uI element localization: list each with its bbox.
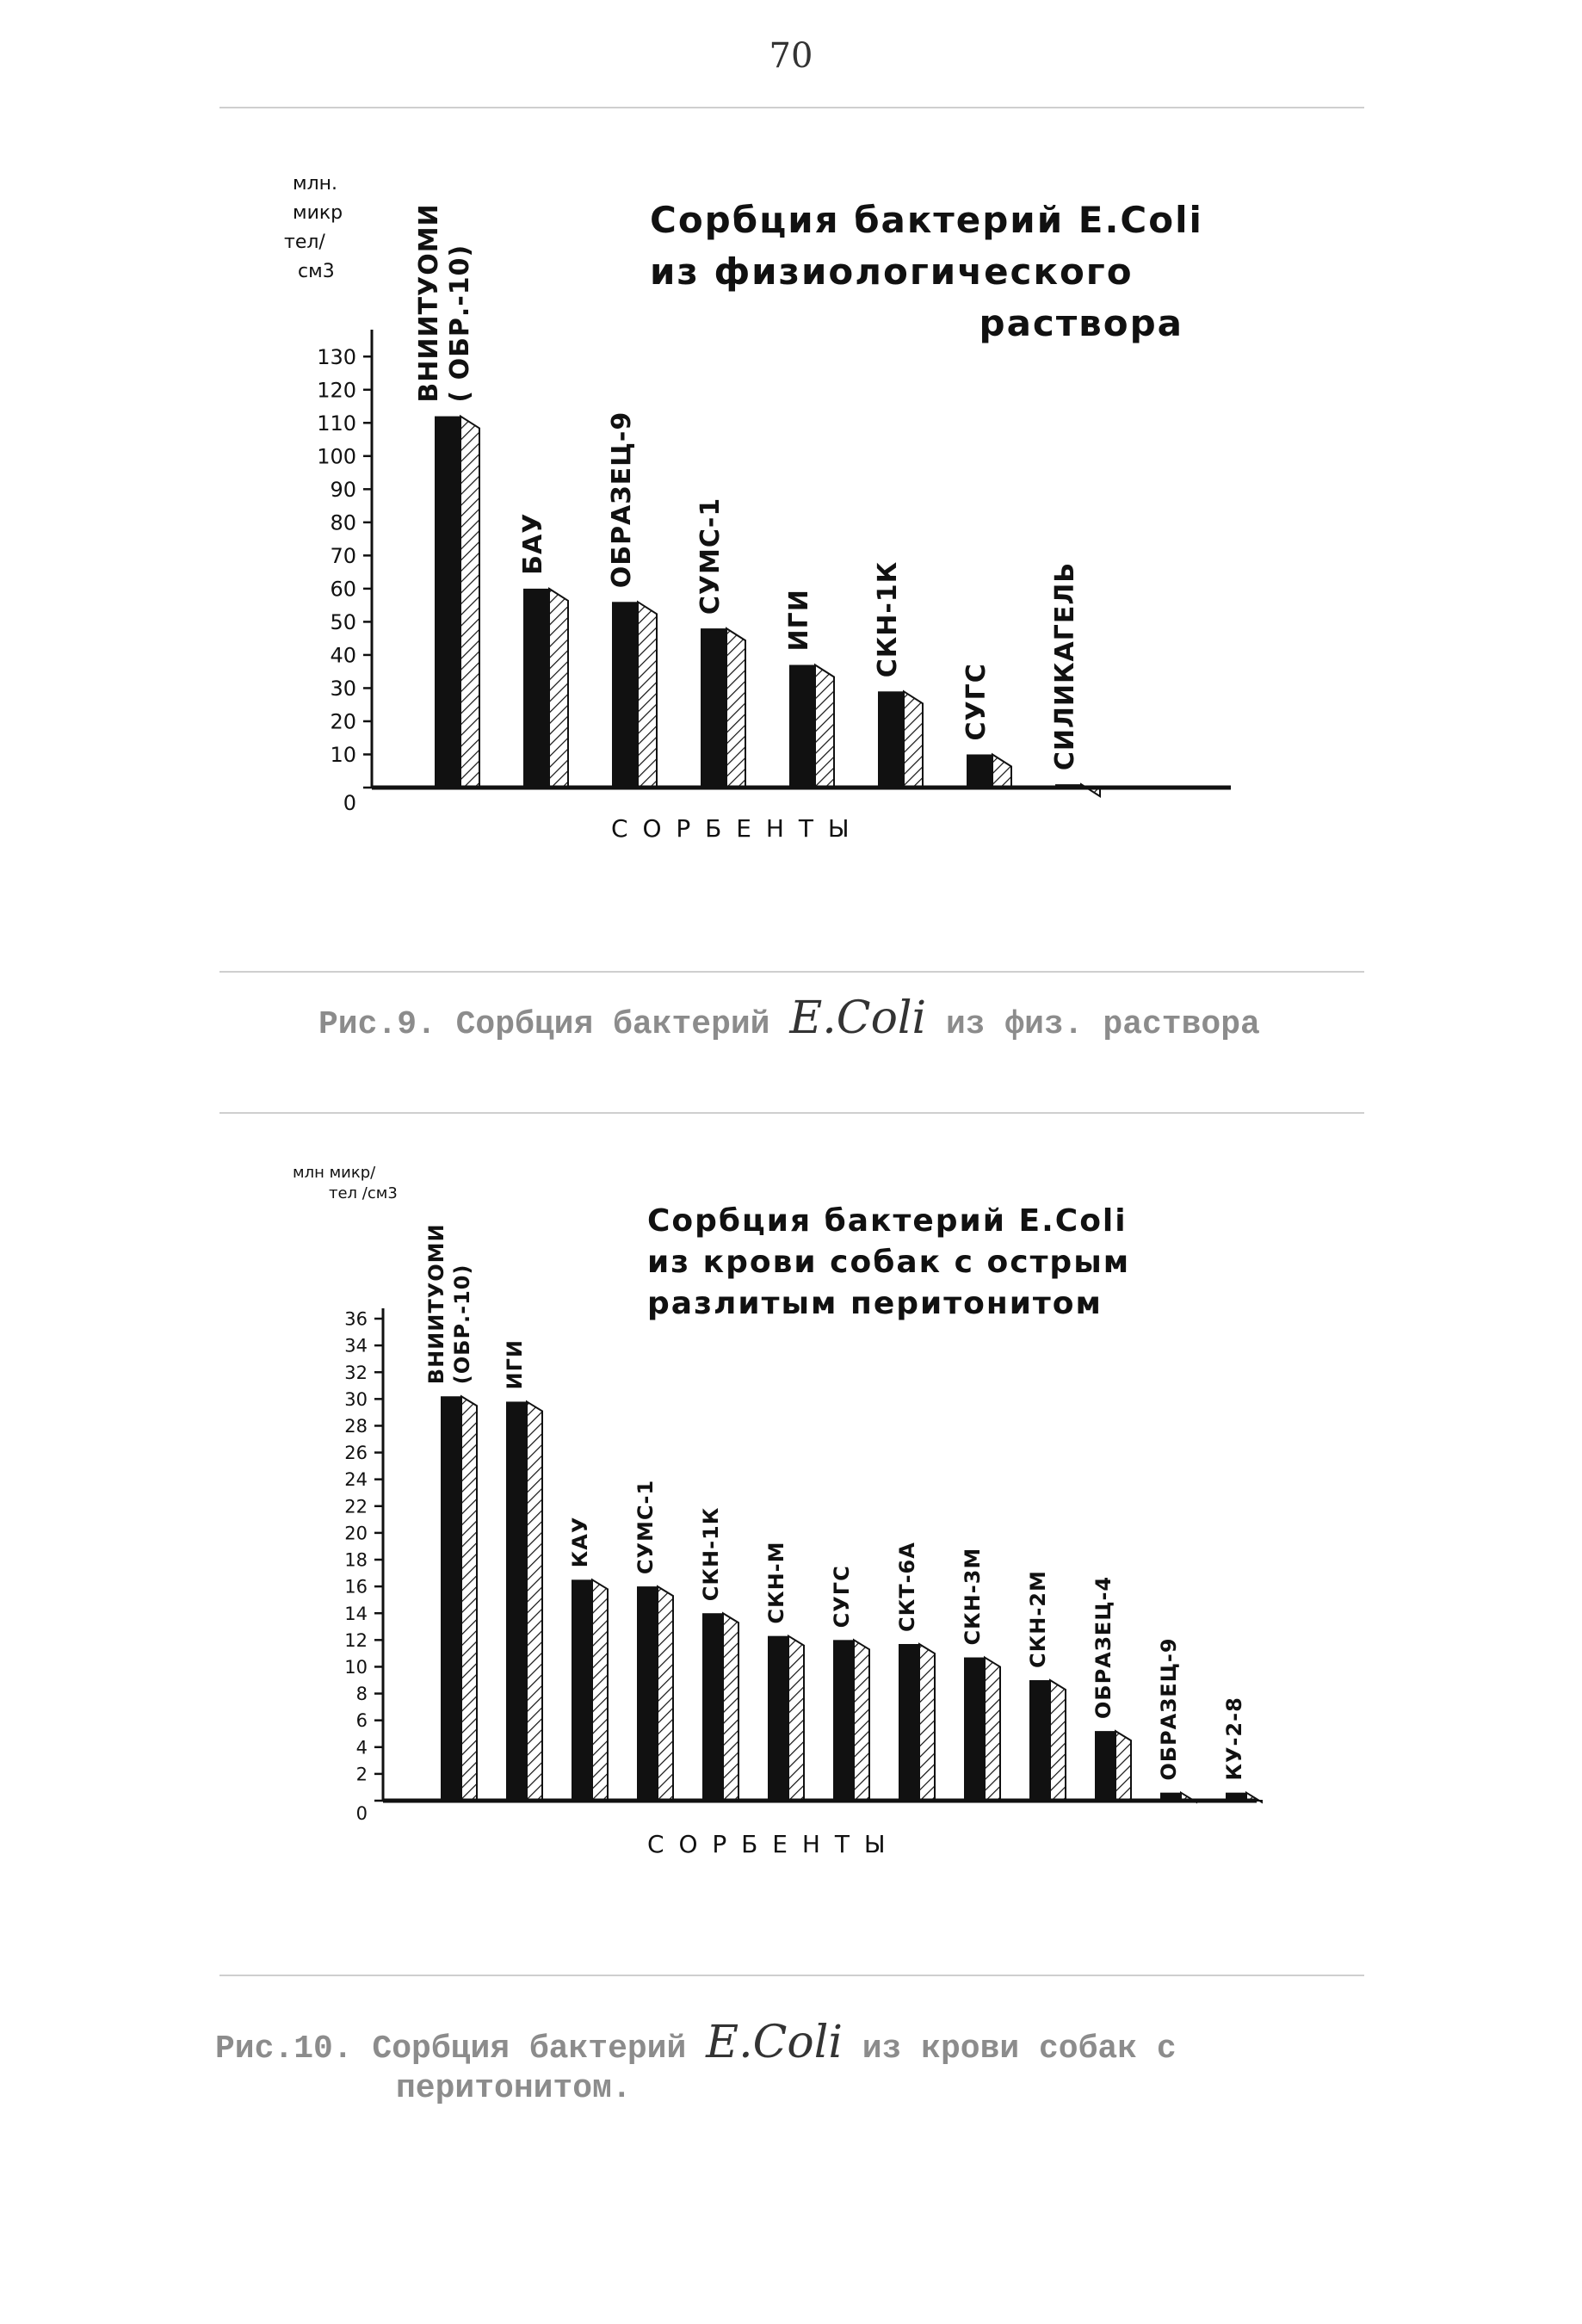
y-tick-label: 100 bbox=[317, 444, 356, 469]
bar bbox=[899, 1644, 919, 1801]
bar-label: КУ-2-8 bbox=[1222, 1697, 1246, 1781]
y-tick-label: 30 bbox=[330, 677, 356, 702]
bar-label: СКН-2М bbox=[1026, 1570, 1050, 1668]
divider bbox=[219, 971, 1364, 973]
bar bbox=[768, 1636, 788, 1801]
bar-label: ОБРАЗЕЦ-9 bbox=[1157, 1637, 1181, 1781]
bar bbox=[441, 1396, 461, 1801]
bar bbox=[435, 417, 460, 788]
bar-shadow bbox=[658, 1586, 673, 1801]
bar-label: ВНИИТУОМИ bbox=[414, 203, 444, 403]
bar bbox=[702, 1613, 723, 1801]
bar-label: ОБРАЗЕЦ-4 bbox=[1091, 1575, 1115, 1720]
bar-label: КАУ bbox=[568, 1516, 592, 1568]
chart-sorption-saline bbox=[0, 155, 1582, 895]
bar-shadow bbox=[854, 1640, 869, 1801]
chart-sorption-blood bbox=[0, 1153, 1582, 1868]
bar-label: СУМС-1 bbox=[695, 497, 726, 615]
caption-10-organism: E.Coli bbox=[706, 2017, 843, 2068]
bar-label: СУГС bbox=[961, 663, 992, 741]
caption-10-prefix: Рис.10. Сорбция бактерий bbox=[215, 2030, 687, 2067]
caption-10-line2: перитонитом. bbox=[396, 2070, 632, 2107]
bar bbox=[1095, 1731, 1115, 1801]
bar-shadow bbox=[985, 1658, 1000, 1801]
bar-shadow bbox=[549, 589, 568, 788]
y-tick-label: 32 bbox=[344, 1362, 368, 1383]
y-tick-label: 20 bbox=[330, 709, 356, 734]
bar bbox=[637, 1586, 658, 1801]
divider bbox=[219, 1975, 1364, 1976]
bar-shadow bbox=[723, 1613, 738, 1801]
bar bbox=[789, 664, 815, 788]
y-tick-label: 10 bbox=[344, 1657, 368, 1678]
y-tick-label: 0 bbox=[355, 1803, 368, 1824]
y-tick-label: 12 bbox=[344, 1629, 368, 1651]
bar bbox=[572, 1579, 592, 1801]
bar-shadow bbox=[904, 691, 923, 788]
y-tick-label: 130 bbox=[317, 344, 356, 369]
bar-shadow bbox=[992, 754, 1011, 788]
bar bbox=[1029, 1680, 1050, 1801]
chart-title: раствора bbox=[979, 302, 1183, 344]
y-tick-label: 30 bbox=[344, 1388, 368, 1410]
bar bbox=[967, 754, 992, 788]
bar-shadow bbox=[919, 1644, 935, 1801]
bar-shadow bbox=[1115, 1731, 1131, 1801]
divider bbox=[219, 1112, 1364, 1114]
bar-shadow bbox=[1181, 1793, 1196, 1802]
bar-label: СКТ-6А bbox=[895, 1542, 919, 1632]
bar bbox=[1226, 1793, 1246, 1801]
bar-shadow bbox=[1050, 1680, 1066, 1801]
chart-title: Сорбция бактерий E.Coli bbox=[650, 199, 1203, 241]
page-number: 70 bbox=[769, 36, 813, 76]
y-tick-label: 26 bbox=[344, 1443, 368, 1464]
y-tick-label: 8 bbox=[355, 1684, 368, 1705]
chart-title: разлитым перитонитом bbox=[647, 1286, 1103, 1321]
bar-label: БАУ bbox=[518, 512, 548, 575]
y-axis-label: см3 bbox=[298, 261, 335, 282]
bar bbox=[612, 602, 638, 788]
caption-10-suffix: из крови собак с bbox=[862, 2030, 1177, 2067]
bar-label: СКН-1К bbox=[873, 560, 903, 678]
bar-shadow bbox=[592, 1579, 608, 1801]
figure-caption-9 bbox=[318, 992, 1260, 1045]
y-axis-label: млн микр/ bbox=[293, 1164, 376, 1182]
y-tick-label: 18 bbox=[344, 1549, 368, 1571]
bar-label: ИГИ bbox=[784, 589, 814, 652]
figure-caption-10 bbox=[215, 2017, 1177, 2109]
caption-9-prefix: Рис.9. Сорбция бактерий bbox=[318, 1006, 770, 1043]
y-tick-label: 90 bbox=[330, 477, 356, 502]
y-tick-label: 22 bbox=[344, 1496, 368, 1517]
bar bbox=[523, 589, 549, 788]
bar bbox=[878, 691, 904, 788]
y-axis-label: тел/ bbox=[284, 232, 325, 253]
y-tick-label: 2 bbox=[355, 1764, 368, 1785]
y-axis-label: млн. bbox=[293, 173, 338, 195]
bar-shadow bbox=[726, 628, 745, 788]
bar-shadow bbox=[1246, 1793, 1262, 1802]
bar-label: СИЛИКАГЕЛЬ bbox=[1050, 561, 1080, 771]
chart-title: из крови собак с острым bbox=[647, 1245, 1131, 1280]
y-tick-label: 110 bbox=[317, 411, 356, 436]
bar-label: СУГС bbox=[830, 1565, 854, 1629]
y-tick-label: 36 bbox=[344, 1308, 368, 1330]
bar-shadow bbox=[527, 1401, 542, 1801]
bar-label: (ОБР.-10) bbox=[450, 1264, 474, 1385]
y-tick-label: 16 bbox=[344, 1576, 368, 1598]
chart-title: Сорбция бактерий E.Coli bbox=[647, 1203, 1128, 1239]
bar-label: СКН-М bbox=[764, 1541, 788, 1624]
y-tick-label: 20 bbox=[344, 1523, 368, 1544]
caption-9-suffix: из физ. раствора bbox=[945, 1006, 1260, 1043]
bar-shadow bbox=[638, 602, 657, 788]
y-tick-label: 10 bbox=[330, 743, 356, 768]
x-axis-label: С О Р Б Е Н Т Ы bbox=[647, 1830, 889, 1858]
x-axis-label: С О Р Б Е Н Т Ы bbox=[611, 814, 853, 843]
y-tick-label: 50 bbox=[330, 610, 356, 635]
bar-shadow bbox=[461, 1396, 477, 1801]
bar-label: ОБРАЗЕЦ-9 bbox=[607, 411, 637, 589]
bar-label: СУМС-1 bbox=[633, 1479, 658, 1575]
bar bbox=[1055, 784, 1081, 788]
bar-shadow bbox=[788, 1636, 804, 1801]
bar bbox=[964, 1658, 985, 1801]
bar-label: ( ОБР.-10) bbox=[445, 244, 475, 403]
y-tick-label: 28 bbox=[344, 1416, 368, 1437]
bar bbox=[701, 628, 726, 788]
bar-label: ИГИ bbox=[503, 1338, 527, 1390]
y-axis-label: тел /см3 bbox=[329, 1184, 398, 1202]
bar-shadow bbox=[815, 664, 834, 788]
bar-label: ВНИИТУОМИ bbox=[424, 1223, 448, 1385]
y-tick-label: 60 bbox=[330, 577, 356, 602]
y-tick-label: 6 bbox=[355, 1710, 368, 1732]
y-axis-label: микр bbox=[293, 202, 343, 224]
bar bbox=[506, 1401, 527, 1801]
y-tick-label: 34 bbox=[344, 1335, 368, 1357]
bar-label: СКН-3М bbox=[961, 1547, 985, 1646]
y-tick-label: 120 bbox=[317, 378, 356, 403]
y-tick-label: 24 bbox=[344, 1469, 368, 1491]
caption-9-organism: E.Coli bbox=[789, 992, 927, 1044]
y-tick-label: 14 bbox=[344, 1603, 368, 1624]
y-tick-label: 4 bbox=[355, 1737, 368, 1758]
bar bbox=[1160, 1793, 1181, 1801]
bar bbox=[833, 1640, 854, 1801]
bar-shadow bbox=[460, 417, 479, 788]
y-tick-label: 80 bbox=[330, 510, 356, 535]
chart-title: из физиологического bbox=[650, 250, 1134, 293]
y-tick-label: 70 bbox=[330, 544, 356, 569]
y-tick-label: 0 bbox=[343, 791, 356, 815]
divider bbox=[219, 107, 1364, 108]
y-tick-label: 40 bbox=[330, 643, 356, 668]
bar-label: СКН-1К bbox=[699, 1506, 723, 1602]
